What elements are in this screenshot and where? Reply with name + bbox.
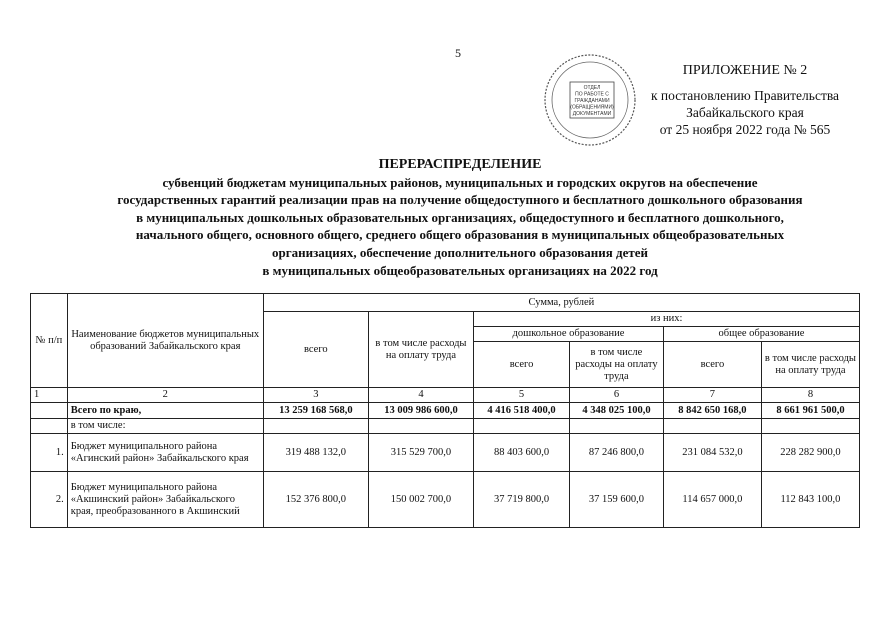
total-label: Всего по краю, <box>67 403 263 419</box>
row-value: 319 488 132,0 <box>263 434 368 472</box>
row-number: 2. <box>31 472 68 528</box>
appendix-title: ПРИЛОЖЕНИЕ № 2 <box>682 63 808 78</box>
appendix-line-3: от 25 ноября 2022 года № 565 <box>659 122 831 137</box>
header-name: Наименование бюджетов муниципальных образований Забайкальского края <box>67 294 263 388</box>
total-value: 8 661 961 500,0 <box>761 403 859 419</box>
appendix-line-1: к постановлению Правительства <box>650 88 840 103</box>
stamp-text-line: ПО РАБОТЕ С <box>575 91 609 98</box>
stamp-text-line: ОТДЕЛ <box>583 85 601 91</box>
total-value: 8 842 650 168,0 <box>663 403 761 419</box>
row-value: 114 657 000,0 <box>663 472 761 528</box>
row-number: 1. <box>31 434 68 472</box>
total-value: 4 416 518 400,0 <box>474 403 570 419</box>
col-number: 6 <box>569 388 663 403</box>
header-preschool-wages: в том числе расходы на оплату труда <box>569 342 663 388</box>
header-of-which: из них: <box>474 312 860 327</box>
row-value: 231 084 532,0 <box>663 434 761 472</box>
including-label: в том числе: <box>67 419 263 434</box>
header-preschool-total: всего <box>474 342 570 388</box>
col-number: 8 <box>761 388 859 403</box>
row-value: 150 002 700,0 <box>368 472 473 528</box>
row-value: 88 403 600,0 <box>474 434 570 472</box>
header-general-total: всего <box>663 342 761 388</box>
page-number: 5 <box>455 46 461 60</box>
header-preschool: дошкольное образование <box>474 327 664 342</box>
row-value: 37 159 600,0 <box>569 472 663 528</box>
row-value: 315 529 700,0 <box>368 434 473 472</box>
row-value: 228 282 900,0 <box>761 434 859 472</box>
table-row <box>31 472 860 528</box>
row-value: 87 246 800,0 <box>569 434 663 472</box>
row-name: Бюджет муниципального района «Акшинский район» Забайкальского края, преобразованного в Акшинский <box>67 472 263 528</box>
appendix-block <box>640 62 850 138</box>
title-line-5: организациях, обеспечение дополнительного образования детей <box>271 244 649 260</box>
title-line-6: в муниципальных общеобразовательных организациях на 2022 год <box>262 262 658 278</box>
header-general-wages: в том числе расходы на оплату труда <box>761 342 859 388</box>
stamp-text-line: (ОБРАЩЕНИЯМИ) <box>570 104 614 111</box>
stamp-text-line: ДОКУМЕНТАМИ <box>572 111 612 117</box>
total-value: 4 348 025 100,0 <box>569 403 663 419</box>
subventions-table <box>30 293 860 528</box>
header-general: общее образование <box>663 327 859 342</box>
total-value: 13 259 168 568,0 <box>263 403 368 419</box>
header-total: всего <box>263 312 368 388</box>
header-sum: Сумма, рублей <box>263 294 859 312</box>
total-row <box>31 403 860 419</box>
document-heading: ПЕРЕРАСПРЕДЕЛЕНИЕ <box>378 157 542 172</box>
col-number: 1 <box>31 388 68 403</box>
col-number: 5 <box>474 388 570 403</box>
header-num: № п/п <box>31 294 68 388</box>
col-number: 3 <box>263 388 368 403</box>
table-row <box>31 434 860 472</box>
col-number: 4 <box>368 388 473 403</box>
col-number: 7 <box>663 388 761 403</box>
appendix-line-2: Забайкальского края <box>686 105 804 120</box>
total-value: 13 009 986 600,0 <box>368 403 473 419</box>
stamp-text-line: ГРАЖДАНАМИ <box>574 98 610 104</box>
header-wages: в том числе расходы на оплату труда <box>368 312 473 388</box>
row-value: 152 376 800,0 <box>263 472 368 528</box>
official-stamp <box>540 52 640 148</box>
title-line-3: в муниципальных дошкольных образовательных организациях, общедоступного и бесплатного дошкольного, <box>136 209 784 225</box>
row-value: 37 719 800,0 <box>474 472 570 528</box>
title-line-1: субвенций бюджетам муниципальных районов, муниципальных и городских округов на обеспечение <box>162 174 758 190</box>
title-line-4: начального общего, основного общего, среднего общего образования в муниципальных общеобразовательных <box>135 227 785 243</box>
document-title <box>40 156 880 279</box>
col-number: 2 <box>67 388 263 403</box>
title-line-2: государственных гарантий реализации прав на получение общедоступного и бесплатного дошкольного образования <box>117 192 803 208</box>
row-value: 112 843 100,0 <box>761 472 859 528</box>
row-name: Бюджет муниципального района «Агинский район» Забайкальского края <box>67 434 263 472</box>
